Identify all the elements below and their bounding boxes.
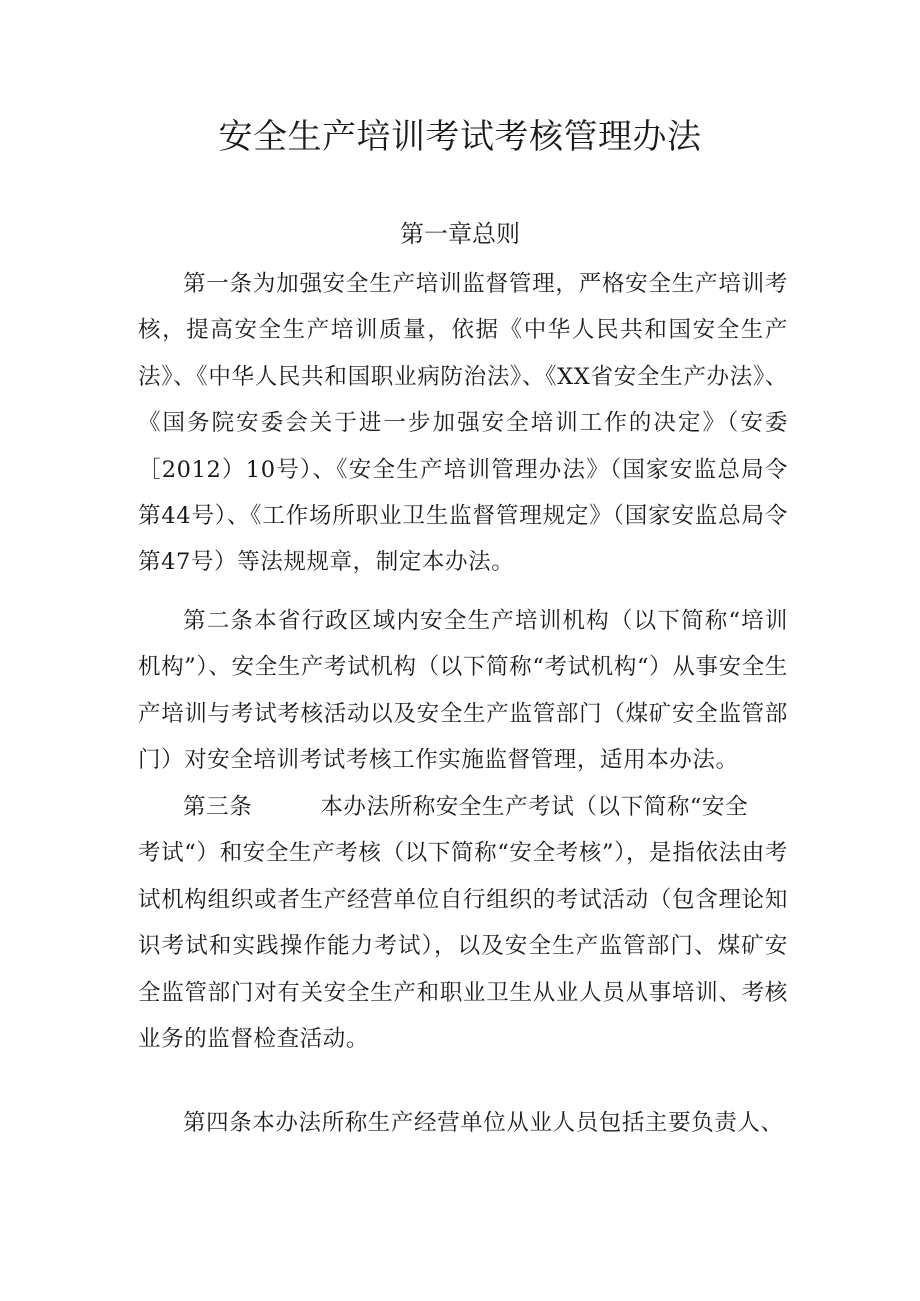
article-1-paragraph: 第一条为加强安全生产培训监督管理，严格安全生产培训考核，提高安全生产培训质量，依据《中华人民共和国安全生产法》、《中华人民共和国职业病防治法》、《XX省安全生产办法》、《国务院安委会关于进一步加强安全培训工作的决定》（安委［2012）10号）、《安全生产培训管理办法》（国家安监总局令第44号）、《工作场所职业卫生监督管理规定》（国家安监总局令第47号）等法规规章，制定本办法。 [138,271,788,576]
chapter-heading: 第一章总则 [400,220,520,248]
page-title: 安全生产培训考试考核管理办法 [218,117,702,157]
article-3-paragraph [138,784,788,1062]
article-3-first-line [138,784,788,830]
article-3-text-rest: 考试“）和安全生产考核（以下简称“安全考核”），是指依法由考试机构组织或者生产经营单位自行组织的考试活动（包含理论知识考试和实践操作能力考试），以及安全生产监管部门、煤矿安全监管部门对有关安全生产和职业卫生从业人员从事培训、考核业务的监督检查活动。 [138,840,788,1053]
article-4-paragraph: 第四条本办法所称生产经营单位从业人员包括主要负责人、 [183,1110,784,1136]
article-2-paragraph: 第二条本省行政区域内安全生产培训机构（以下简称“培训机构”）、安全生产考试机构（以下简称“考试机构“）从事安全生产培训与考试考核活动以及安全生产监管部门（煤矿安全监管部门）对安全培训考试考核工作实施监督管理，适用本办法。 [138,608,788,774]
article-3-label: 第三条 [183,794,253,820]
article-3-text-line1: 本办法所称安全生产考试（以下简称“安全 [320,794,749,820]
